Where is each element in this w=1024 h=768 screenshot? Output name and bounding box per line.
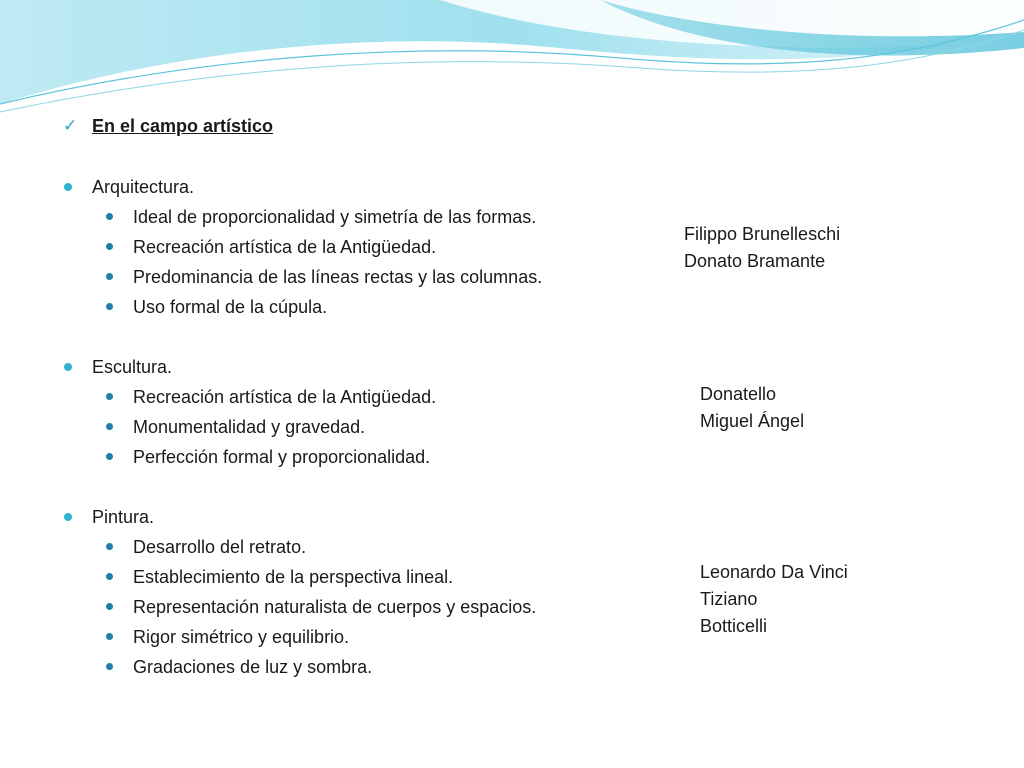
artist-name: Filippo Brunelleschi	[684, 224, 841, 244]
artist-name: Miguel Ángel	[700, 411, 805, 431]
bullet-dot-icon	[64, 183, 72, 191]
section-title: Arquitectura.	[92, 177, 195, 197]
bullet-dot-icon	[106, 273, 113, 280]
list-item: Predominancia de las líneas rectas y las columnas.	[133, 267, 543, 287]
bullet-dot-icon	[106, 603, 113, 610]
list-item: Recreación artística de la Antigüedad.	[133, 237, 437, 257]
list-item: Recreación artística de la Antigüedad.	[133, 387, 437, 407]
check-icon: ✓	[63, 116, 78, 135]
artist-name: Donatello	[700, 384, 777, 404]
bullet-dot-icon	[64, 513, 72, 521]
bullet-dot-icon	[106, 573, 113, 580]
bullet-dot-icon	[106, 213, 113, 220]
artists-sculpture	[700, 381, 804, 435]
section-title: Escultura.	[92, 357, 173, 377]
bullet-dot-icon	[106, 453, 113, 460]
artists-architecture	[684, 221, 840, 275]
bullet-dot-icon	[106, 303, 113, 310]
list-item: Representación naturalista de cuerpos y espacios.	[133, 597, 537, 617]
artist-name: Donato Bramante	[684, 251, 826, 271]
list-item: Perfección formal y proporcionalidad.	[133, 447, 431, 467]
bullet-dot-icon	[106, 633, 113, 640]
bullet-dot-icon	[64, 363, 72, 371]
artists-painting	[700, 559, 848, 640]
bullet-dot-icon	[106, 243, 113, 250]
section-title: Pintura.	[92, 507, 155, 527]
list-item: Monumentalidad y gravedad.	[133, 417, 366, 437]
bullet-dot-icon	[106, 543, 113, 550]
list-item: Uso formal de la cúpula.	[133, 297, 328, 317]
list-item: Establecimiento de la perspectiva lineal.	[133, 567, 454, 587]
list-item: Desarrollo del retrato.	[133, 537, 307, 557]
list-item: Ideal de proporcionalidad y simetría de las formas.	[133, 207, 537, 227]
bullet-dot-icon	[106, 663, 113, 670]
slide-heading: En el campo artístico	[92, 116, 274, 136]
list-item: Rigor simétrico y equilibrio.	[133, 627, 350, 647]
bullet-dot-icon	[106, 423, 113, 430]
list-item: Gradaciones de luz y sombra.	[133, 657, 373, 677]
artist-name: Leonardo Da Vinci	[700, 562, 848, 582]
bullet-dot-icon	[106, 393, 113, 400]
artist-name: Tiziano	[700, 589, 758, 609]
artist-name: Botticelli	[700, 616, 768, 636]
